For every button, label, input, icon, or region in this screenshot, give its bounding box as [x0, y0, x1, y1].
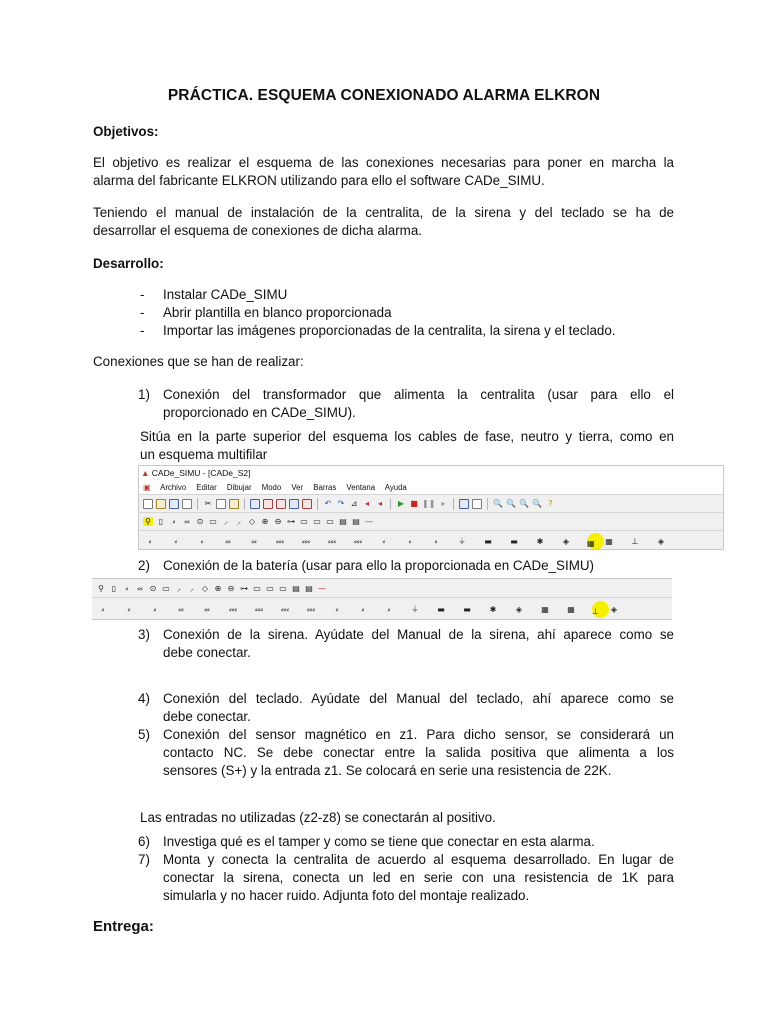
toolbar-separator [487, 498, 488, 510]
step-7-line-3: simularla y no hacer ruido. Adjunta foto del montaje realizado. [163, 888, 530, 903]
unused-inputs-note: Las entradas no utilizadas (z2-z8) se conectarán al positivo. [140, 810, 496, 825]
symbol-icon: ⸗⸗⸗ [281, 604, 289, 614]
toolbar-separator [317, 498, 318, 510]
step-2-text: Conexión de la batería (usar para ello la proporcionada en CADe_SIMU) [163, 558, 594, 573]
delivery-heading: Entrega: [93, 918, 154, 935]
symbol-icon: ⸗⸗⸗ [302, 537, 310, 546]
menu-bar [139, 481, 723, 494]
menu-editar: Editar [196, 483, 217, 492]
ground-icon: ⏚ [411, 604, 419, 614]
diamond-icon: ◇ [201, 583, 209, 593]
symbol-icon: ◈ [657, 537, 665, 546]
battery-icon: ▯ [111, 583, 117, 593]
objectives-line-2: alarma del fabricante ELKRON utilizando para ello el software CADe_SIMU. [93, 173, 545, 188]
step-5-line-1: Conexión del sensor magnético en z1. Para dicho sensor, se considerará un [163, 727, 674, 742]
menu-ventana: Ventana [346, 483, 376, 492]
symbol-icon: ⸗ [408, 537, 412, 546]
symbol-icon: ◈ [610, 604, 618, 614]
wire-icon: — [318, 583, 326, 593]
symbol-icon: ⸗ [148, 537, 152, 546]
diamond-icon: ◇ [248, 517, 256, 526]
help-icon: ? [548, 499, 553, 508]
power-supply-icon: ⚲ [143, 517, 153, 526]
print-icon [182, 499, 192, 509]
toolbar-separator [244, 498, 245, 510]
symbol-icon: ✱ [536, 537, 544, 546]
app-icon: ▲ [141, 468, 150, 478]
step-number: 4) [138, 691, 150, 706]
cade-simu-toolbar-screenshot [92, 578, 672, 620]
symbol-bar [139, 530, 723, 550]
symbol-icon: ⸗⸗⸗ [276, 537, 284, 546]
step-5-line-3: sensores (S+) y la entrada z1. Se colocará en serie una resistencia de 22K. [163, 763, 612, 778]
symbol-icon: ⸗ [174, 537, 178, 546]
symbol-icon: ◈ [515, 604, 523, 614]
bullet-text: Importar las imágenes proporcionadas de la centralita, la sirena y el teclado. [163, 323, 616, 338]
symbol-icon: ◈ [562, 537, 570, 546]
symbol-icon: ⸗ [382, 537, 386, 546]
relay-icon: ⊙ [196, 517, 204, 526]
bullet-marker: - [140, 305, 145, 320]
relay-icon: ⊙ [149, 583, 157, 593]
tool-icon [263, 499, 273, 509]
step-7-line-2: conectar la sirena, conecta un led en serie con una resistencia de 1K para [163, 870, 674, 885]
step-6-text: Investiga qué es el tamper y como se tiene que conectar en esta alarma. [163, 834, 595, 849]
zoom-in-icon: 🔍 [506, 499, 517, 508]
step-number: 3) [138, 627, 150, 642]
intro-line-1: Teniendo el manual de instalación de la centralita, de la sirena y del teclado se ha de [93, 205, 674, 220]
objectives-heading: Objetivos: [93, 124, 159, 139]
step-7-line-1: Monta y conecta la centralita de acuerdo al esquema desarrollado. En lugar de [163, 852, 674, 867]
symbol-icon: ▬ [510, 537, 518, 546]
contact-icon: ⸗ [172, 517, 176, 526]
step-1-line-1: Conexión del transformador que alimenta la centralita (usar para ello el [163, 387, 674, 402]
symbol-icon: ⸗⸗ [178, 604, 184, 614]
wire-icon: — [365, 517, 373, 526]
bullet-marker: - [140, 287, 145, 302]
symbol-icon: ⸗ [387, 604, 391, 614]
window-title: CADe_SIMU - [CADe_S2] [151, 468, 251, 478]
zoom-fit-icon: 🔍 [532, 499, 543, 508]
pushbutton-icon: ⸝ [224, 517, 228, 526]
ground-icon: ⏚ [458, 537, 466, 546]
fuse-icon: ⊖ [274, 517, 282, 526]
power-supply-icon: ⚲ [98, 583, 104, 593]
lamp-icon: ⊕ [261, 517, 269, 526]
symbol-icon: ⸗⸗⸗ [229, 604, 237, 614]
menu-archivo: Archivo [160, 483, 187, 492]
highlighted-battery-icon [592, 601, 609, 618]
menu-modo: Modo [261, 483, 282, 492]
tool-icon [472, 499, 482, 509]
save-icon [169, 499, 179, 509]
step-4-line-1: Conexión del teclado. Ayúdate del Manual del teclado, ahí aparece como se [163, 691, 674, 706]
step-number: 1) [138, 387, 150, 402]
switch-icon: ⸝ [237, 517, 241, 526]
step-3-line-2: debe conectar. [163, 645, 251, 660]
step-number: 6) [138, 834, 150, 849]
tool-icon [459, 499, 469, 509]
intro-line-2: desarrollar el esquema de conexiones de dicha alarma. [93, 223, 423, 238]
cade-simu-screenshot [138, 465, 724, 550]
cut-icon: ✂ [204, 499, 212, 508]
symbol-icon: ✱ [489, 604, 497, 614]
symbol-icon: ⸗⸗ [251, 537, 257, 546]
symbol-icon: ⸗⸗⸗ [307, 604, 315, 614]
lamp-icon: ⊕ [214, 583, 222, 593]
switch-icon: ⸝ [190, 583, 194, 593]
toolbar-separator [197, 498, 198, 510]
symbol-icon: ⸗ [200, 537, 204, 546]
step-1-line-2: proporcionado en CADe_SIMU). [163, 405, 356, 420]
symbol-bar [92, 597, 672, 620]
menu-dibujar: Dibujar [226, 483, 252, 492]
bullet-text: Instalar CADe_SIMU [163, 287, 288, 302]
pushbutton-icon: ⸝ [177, 583, 181, 593]
connector-icon: ▤ [305, 583, 313, 593]
toolbar-separator [453, 498, 454, 510]
component-toolbar [139, 512, 723, 530]
symbol-icon: ⸗⸗ [204, 604, 210, 614]
symbol-icon: ⸗⸗ [225, 537, 231, 546]
contact-icon: ⸗ [125, 583, 129, 593]
menu-barras: Barras [313, 483, 337, 492]
step-5-line-2: contacto NC. Se debe conectar entre la salida positiva que alimenta a los [163, 745, 674, 760]
symbol-icon: ▬ [463, 604, 471, 614]
step-number: 2) [138, 558, 150, 573]
tool-icon: ⊿ [350, 499, 358, 508]
timer-icon: ▭ [162, 583, 170, 593]
contacts-icon: ⸗⸗ [137, 583, 143, 593]
tool-icon: ◂ [364, 499, 369, 508]
stop-icon: ■ [410, 499, 418, 508]
window-titlebar [139, 466, 723, 481]
connector-icon: ▤ [352, 517, 360, 526]
menu-ayuda: Ayuda [384, 483, 407, 492]
symbol-icon: ▦ [541, 604, 549, 614]
transformer-icon: ▦ [587, 539, 595, 548]
symbol-icon: ⸗ [127, 604, 131, 614]
symbol-icon: ⸗ [434, 537, 438, 546]
resistor-icon: ▭ [300, 517, 308, 526]
menu-ver: Ver [291, 483, 304, 492]
symbol-icon: ⸗⸗⸗ [328, 537, 336, 546]
bullet-text: Abrir plantilla en blanco proporcionada [163, 305, 392, 320]
resistor-icon: ▭ [253, 583, 261, 593]
tool-icon [250, 499, 260, 509]
step-number: 5) [138, 727, 150, 742]
standard-toolbar [139, 494, 723, 512]
contacts-icon: ⸗⸗ [184, 517, 190, 526]
paste-icon [229, 499, 239, 509]
symbol-icon: ▦ [567, 604, 575, 614]
connections-intro: Conexiones que se han de realizar: [93, 354, 304, 369]
new-file-icon [143, 499, 153, 509]
connector-icon: ▤ [292, 583, 300, 593]
terminal-icon: ▭ [313, 517, 321, 526]
symbol-icon: ▦ [605, 537, 613, 546]
symbol-icon: ▬ [484, 537, 492, 546]
tool-icon [289, 499, 299, 509]
component-toolbar [92, 579, 672, 597]
step-number: 7) [138, 852, 150, 867]
battery-icon: ▯ [158, 517, 164, 526]
symbol-icon: ⸗⸗⸗ [255, 604, 263, 614]
step-3-line-1: Conexión de la sirena. Ayúdate del Manual de la sirena, ahí aparece como se [163, 627, 674, 642]
undo-icon: ↶ [324, 499, 332, 508]
zoom-icon: 🔍 [493, 499, 504, 508]
tool-icon [302, 499, 312, 509]
symbol-icon: ⸗ [153, 604, 157, 614]
highlighted-transformer-icon [587, 533, 604, 550]
tool-icon [276, 499, 286, 509]
terminal-icon: ▭ [279, 583, 287, 593]
step-1-note-line-1: Sitúa en la parte superior del esquema los cables de fase, neutro y tierra, como en [140, 429, 674, 444]
connector-icon: ▤ [339, 517, 347, 526]
symbol-icon: ▬ [437, 604, 445, 614]
document-icon: ▣ [143, 483, 151, 492]
fuse-icon: ⊖ [227, 583, 235, 593]
terminal-icon: ▭ [326, 517, 334, 526]
timer-icon: ▭ [209, 517, 217, 526]
coil-icon: ⊶ [287, 517, 295, 526]
step-1-note-line-2: un esquema multifilar [140, 447, 268, 462]
objectives-line-1: El objetivo es realizar el esquema de las conexiones necesarias para poner en marcha la [93, 155, 674, 170]
symbol-icon: ⸗ [101, 604, 105, 614]
redo-icon: ↷ [337, 499, 345, 508]
step-icon: ▸ [441, 499, 446, 508]
symbol-icon: ⊥ [631, 537, 639, 546]
battery-symbol-icon: ⊥ [592, 606, 599, 616]
toolbar-separator [390, 498, 391, 510]
symbol-icon: ⸗ [361, 604, 365, 614]
pause-icon: ❚❚ [422, 499, 436, 508]
open-folder-icon [156, 499, 166, 509]
symbol-icon: ⸗ [335, 604, 339, 614]
play-icon: ▶ [397, 499, 405, 508]
development-heading: Desarrollo: [93, 256, 164, 271]
tool-icon: ◂ [377, 499, 382, 508]
zoom-out-icon: 🔍 [519, 499, 530, 508]
page-title: PRÁCTICA. ESQUEMA CONEXIONADO ALARMA ELKRON [167, 87, 601, 104]
terminal-icon: ▭ [266, 583, 274, 593]
symbol-icon: ⸗⸗⸗ [354, 537, 362, 546]
copy-icon [216, 499, 226, 509]
step-4-line-2: debe conectar. [163, 709, 251, 724]
coil-icon: ⊶ [240, 583, 248, 593]
bullet-marker: - [140, 323, 145, 338]
